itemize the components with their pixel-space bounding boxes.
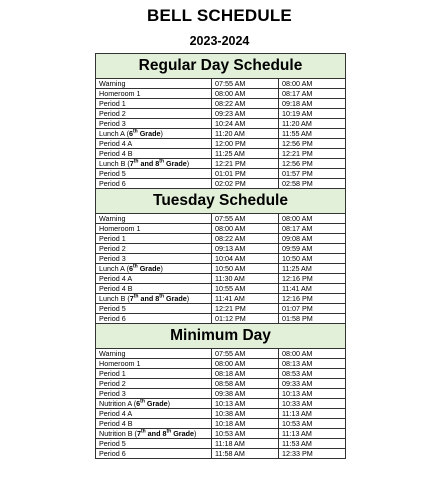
start-time: 08:00 AM xyxy=(212,89,279,99)
end-time: 12:56 PM xyxy=(279,159,346,169)
grade-note-part: 6 xyxy=(128,129,133,138)
period-label-cell xyxy=(96,254,212,264)
table-row xyxy=(96,359,346,369)
end-time: 01:07 PM xyxy=(279,304,346,314)
start-time: 10:50 AM xyxy=(212,264,279,274)
start-time: 01:01 PM xyxy=(212,169,279,179)
start-time: 08:22 AM xyxy=(212,234,279,244)
table-row xyxy=(96,314,346,324)
table-row xyxy=(96,109,346,119)
grade-note-part: 7 xyxy=(129,159,134,168)
grade-note-part: th xyxy=(159,293,165,300)
start-time: 09:23 AM xyxy=(212,109,279,119)
period-label-cell xyxy=(96,179,212,189)
table-row xyxy=(96,149,346,159)
period-label-cell xyxy=(96,139,212,149)
section-heading: Regular Day Schedule xyxy=(96,54,346,79)
table-row xyxy=(96,99,346,109)
end-time: 11:41 AM xyxy=(279,284,346,294)
table-row xyxy=(96,399,346,409)
section-header-row xyxy=(96,189,346,214)
table-row xyxy=(96,159,346,169)
end-time: 12:21 PM xyxy=(279,149,346,159)
table-row xyxy=(96,449,346,459)
period-label: Warning xyxy=(99,349,126,358)
bell-schedule-table xyxy=(95,53,346,459)
start-time: 10:53 AM xyxy=(212,429,279,439)
start-time: 07:55 AM xyxy=(212,349,279,359)
table-row xyxy=(96,369,346,379)
grade-note-part: Grade xyxy=(137,129,161,138)
table-row xyxy=(96,389,346,399)
grade-note-part: 7 xyxy=(136,429,141,438)
period-label: Period 6 xyxy=(99,179,126,188)
end-time: 08:00 AM xyxy=(279,349,346,359)
end-time: 10:13 AM xyxy=(279,389,346,399)
period-label: Lunch B xyxy=(99,159,126,168)
period-label-cell xyxy=(96,169,212,179)
table-row xyxy=(96,409,346,419)
end-time: 11:25 AM xyxy=(279,264,346,274)
grade-note-part: Grade xyxy=(171,429,194,438)
period-label: Nutrition B xyxy=(99,429,133,438)
grade-note xyxy=(130,159,187,168)
period-label: Lunch A xyxy=(99,129,125,138)
start-time: 11:25 AM xyxy=(212,149,279,159)
start-time: 09:38 AM xyxy=(212,389,279,399)
grade-note xyxy=(136,399,168,408)
table-row xyxy=(96,179,346,189)
period-label: Period 6 xyxy=(99,314,126,323)
period-label: Period 3 xyxy=(99,119,126,128)
end-time: 01:57 PM xyxy=(279,169,346,179)
period-label-cell xyxy=(96,234,212,244)
period-label: Period 2 xyxy=(99,109,126,118)
period-label-cell xyxy=(96,379,212,389)
grade-note-part: and 8 xyxy=(138,294,160,303)
grade-note-part: and 8 xyxy=(138,159,160,168)
end-time: 09:18 AM xyxy=(279,99,346,109)
period-label-cell: Nutrition B (7th and 8th Grade) xyxy=(96,429,212,439)
period-label: Period 1 xyxy=(99,99,126,108)
table-row xyxy=(96,304,346,314)
end-time: 01:58 PM xyxy=(279,314,346,324)
period-label: Period 1 xyxy=(99,234,126,243)
period-label-cell xyxy=(96,99,212,109)
start-time: 08:58 AM xyxy=(212,379,279,389)
table-row xyxy=(96,139,346,149)
period-label-cell xyxy=(96,419,212,429)
period-label: Nutrition A xyxy=(99,399,132,408)
start-time: 11:18 AM xyxy=(212,439,279,449)
period-label: Homeroom 1 xyxy=(99,224,141,233)
period-label-cell xyxy=(96,284,212,294)
start-time: 08:18 AM xyxy=(212,369,279,379)
end-time: 08:17 AM xyxy=(279,89,346,99)
period-label: Period 5 xyxy=(99,304,126,313)
period-label: Period 1 xyxy=(99,369,126,378)
end-time: 11:53 AM xyxy=(279,439,346,449)
period-label: Period 4 B xyxy=(99,419,133,428)
table-row xyxy=(96,214,346,224)
start-time: 11:30 AM xyxy=(212,274,279,284)
table-row xyxy=(96,244,346,254)
start-time: 09:13 AM xyxy=(212,244,279,254)
end-time: 11:20 AM xyxy=(279,119,346,129)
grade-note-part: Grade xyxy=(137,264,161,273)
start-time: 07:55 AM xyxy=(212,214,279,224)
period-label-cell xyxy=(96,409,212,419)
end-time: 08:00 AM xyxy=(279,79,346,89)
section-heading: Tuesday Schedule xyxy=(96,189,346,214)
period-label: Period 3 xyxy=(99,389,126,398)
start-time: 12:21 PM xyxy=(212,304,279,314)
start-time: 02:02 PM xyxy=(212,179,279,189)
period-label: Period 5 xyxy=(99,169,126,178)
end-time: 09:59 AM xyxy=(279,244,346,254)
end-time: 08:00 AM xyxy=(279,214,346,224)
period-label: Period 2 xyxy=(99,379,126,388)
period-label-cell xyxy=(96,304,212,314)
period-label: Lunch B xyxy=(99,294,126,303)
period-label-cell: Lunch A (6th Grade) xyxy=(96,129,212,139)
section-header-row xyxy=(96,54,346,79)
end-time: 08:53 AM xyxy=(279,369,346,379)
grade-note-part: th xyxy=(132,128,138,135)
start-time: 11:20 AM xyxy=(212,129,279,139)
end-time: 10:50 AM xyxy=(279,254,346,264)
table-row xyxy=(96,129,346,139)
period-label-cell xyxy=(96,389,212,399)
start-time: 11:58 AM xyxy=(212,449,279,459)
grade-note xyxy=(129,129,161,138)
table-row xyxy=(96,254,346,264)
grade-note xyxy=(129,264,161,273)
start-time: 08:00 AM xyxy=(212,359,279,369)
grade-note-part: th xyxy=(133,293,139,300)
period-label-cell xyxy=(96,369,212,379)
end-time: 11:55 AM xyxy=(279,129,346,139)
period-label-cell xyxy=(96,214,212,224)
end-time: 09:33 AM xyxy=(279,379,346,389)
period-label-cell: Nutrition A (6th Grade) xyxy=(96,399,212,409)
period-label: Homeroom 1 xyxy=(99,89,141,98)
period-label-cell xyxy=(96,439,212,449)
grade-note-part: th xyxy=(159,158,165,165)
period-label-cell xyxy=(96,244,212,254)
start-time: 10:04 AM xyxy=(212,254,279,264)
table-row xyxy=(96,89,346,99)
start-time: 10:24 AM xyxy=(212,119,279,129)
end-time: 09:08 AM xyxy=(279,234,346,244)
period-label: Period 5 xyxy=(99,439,126,448)
end-time: 12:33 PM xyxy=(279,449,346,459)
grade-note-part: Grade xyxy=(164,159,187,168)
end-time: 12:16 PM xyxy=(279,294,346,304)
end-time: 10:33 AM xyxy=(279,399,346,409)
start-time: 10:13 AM xyxy=(212,399,279,409)
period-label-cell: Lunch A (6th Grade) xyxy=(96,264,212,274)
start-time: 08:00 AM xyxy=(212,224,279,234)
period-label: Period 4 B xyxy=(99,149,133,158)
period-label: Warning xyxy=(99,214,126,223)
table-row xyxy=(96,429,346,439)
grade-note xyxy=(130,294,187,303)
period-label: Period 4 A xyxy=(99,409,133,418)
grade-note-part: th xyxy=(133,158,139,165)
grade-note-part: and 8 xyxy=(145,429,167,438)
start-time: 01:12 PM xyxy=(212,314,279,324)
grade-note-part: th xyxy=(166,428,172,435)
table-row xyxy=(96,294,346,304)
table-row xyxy=(96,169,346,179)
section-heading: Minimum Day xyxy=(96,324,346,349)
period-label: Period 4 A xyxy=(99,139,133,148)
page-title: BELL SCHEDULE xyxy=(147,6,292,25)
table-row xyxy=(96,439,346,449)
end-time: 08:13 AM xyxy=(279,359,346,369)
period-label-cell xyxy=(96,359,212,369)
start-time: 12:21 PM xyxy=(212,159,279,169)
period-label: Period 4 B xyxy=(99,284,133,293)
period-label: Period 2 xyxy=(99,244,126,253)
period-label-cell xyxy=(96,149,212,159)
table-row xyxy=(96,234,346,244)
table-row xyxy=(96,274,346,284)
table-row xyxy=(96,119,346,129)
period-label: Period 4 A xyxy=(99,274,133,283)
page-subtitle: 2023-2024 xyxy=(189,34,250,48)
period-label: Lunch A xyxy=(99,264,125,273)
end-time: 08:17 AM xyxy=(279,224,346,234)
grade-note-part: th xyxy=(140,428,146,435)
table-row xyxy=(96,79,346,89)
grade-note-part: 6 xyxy=(136,399,141,408)
start-time: 12:00 PM xyxy=(212,139,279,149)
table-row xyxy=(96,379,346,389)
grade-note-part: th xyxy=(132,263,138,270)
grade-note-part: 6 xyxy=(128,264,133,273)
end-time: 11:13 AM xyxy=(279,429,346,439)
end-time: 11:13 AM xyxy=(279,409,346,419)
period-label-cell: Lunch B (7th and 8th Grade) xyxy=(96,159,212,169)
period-label: Warning xyxy=(99,79,126,88)
period-label-cell xyxy=(96,109,212,119)
table-row xyxy=(96,419,346,429)
table-row xyxy=(96,264,346,274)
end-time: 10:53 AM xyxy=(279,419,346,429)
end-time: 12:16 PM xyxy=(279,274,346,284)
period-label: Homeroom 1 xyxy=(99,359,141,368)
table-row xyxy=(96,284,346,294)
end-time: 12:56 PM xyxy=(279,139,346,149)
period-label-cell xyxy=(96,349,212,359)
end-time: 10:19 AM xyxy=(279,109,346,119)
period-label-cell xyxy=(96,79,212,89)
period-label-cell xyxy=(96,89,212,99)
period-label-cell xyxy=(96,224,212,234)
grade-note xyxy=(137,429,194,438)
period-label-cell: Lunch B (7th and 8th Grade) xyxy=(96,294,212,304)
start-time: 07:55 AM xyxy=(212,79,279,89)
period-label: Period 3 xyxy=(99,254,126,263)
grade-note-part: Grade xyxy=(164,294,187,303)
start-time: 10:38 AM xyxy=(212,409,279,419)
grade-note-part: Grade xyxy=(144,399,168,408)
grade-note-part: th xyxy=(140,398,145,405)
end-time: 02:58 PM xyxy=(279,179,346,189)
start-time: 08:22 AM xyxy=(212,99,279,109)
period-label-cell xyxy=(96,274,212,284)
start-time: 11:41 AM xyxy=(212,294,279,304)
start-time: 10:55 AM xyxy=(212,284,279,294)
period-label: Period 6 xyxy=(99,449,126,458)
grade-note-part: 7 xyxy=(129,294,134,303)
period-label-cell xyxy=(96,449,212,459)
table-row xyxy=(96,224,346,234)
table-row xyxy=(96,349,346,359)
period-label-cell xyxy=(96,119,212,129)
start-time: 10:18 AM xyxy=(212,419,279,429)
period-label-cell xyxy=(96,314,212,324)
section-header-row xyxy=(96,324,346,349)
